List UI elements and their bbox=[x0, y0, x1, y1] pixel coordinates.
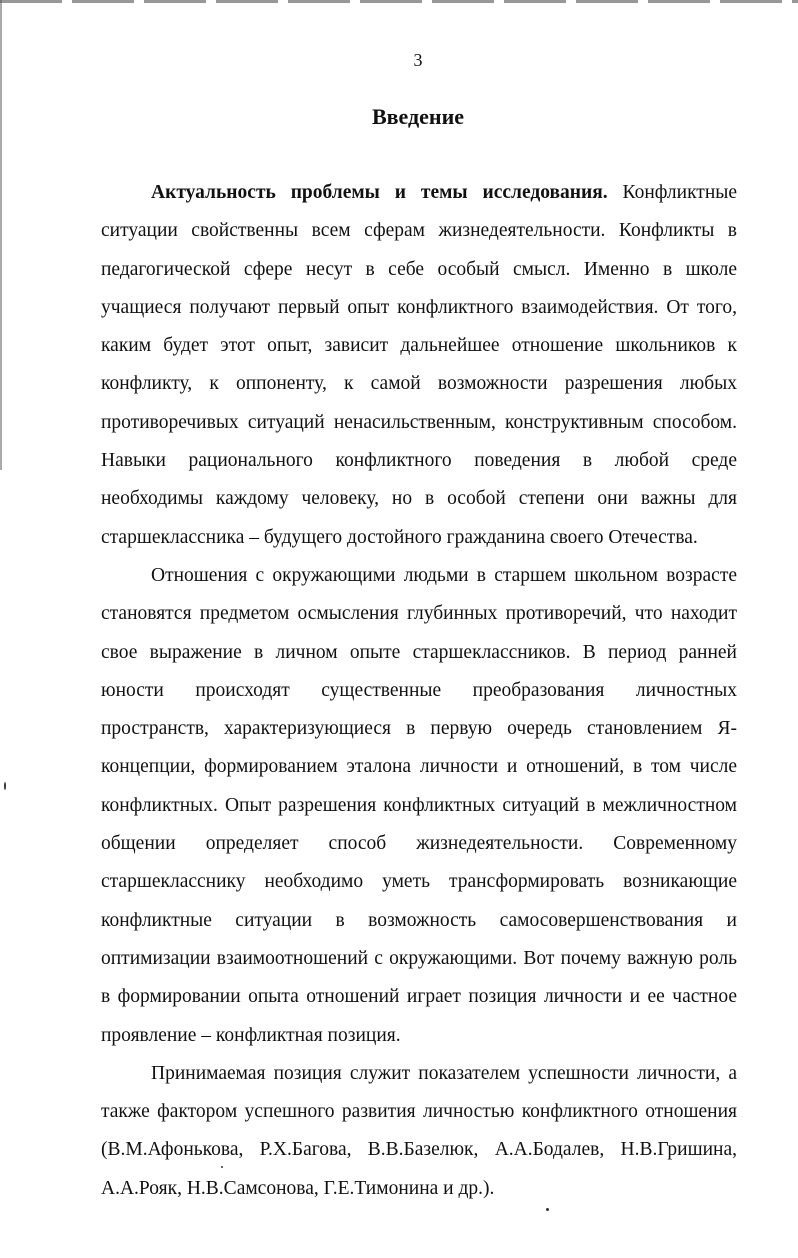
paragraph-relevance bbox=[101, 174, 737, 557]
section-heading: Введение bbox=[371, 104, 465, 129]
scan-speck bbox=[4, 782, 6, 790]
paragraph-lead: Актуальность проблемы и темы исследования. bbox=[151, 182, 608, 203]
scan-edge-top bbox=[0, 0, 798, 3]
paragraph-text: Конфликтные ситуации свойственны всем сферам жизнедеятельности. Конфликты в педагогической сфере несут в себе особый смысл. Именно в школе учащиеся получают первый опыт конфликтного взаимодействия. От того, каким будет этот опыт, зависит дальнейшее отношение школьников к конфликту, к оппоненту, к самой возможности разрешения любых противоречивых ситуаций ненасильственным, конструктивным способом. Навыки рационального конфликтного поведения в любой среде необходимы каждому человеку, но в особой степени они важны для старшеклассника – будущего достойного гражданина своего Отечества. bbox=[101, 182, 738, 548]
scan-speck bbox=[221, 1166, 223, 1168]
page-number: 3 bbox=[413, 50, 423, 70]
scan-speck bbox=[546, 1208, 549, 1211]
paragraph-position: Принимаемая позиция служит показателем успешности личности, а также фактором успешного развития личностью конфликтного отношения (В.М.Афонькова, Р.Х.Багова, В.В.Базелюк, А.А.Бодалев, Н.В.Гришина, А.А.Рояк, Н.В.Самсонова, Г.Е.Тимонина и др.). bbox=[101, 1062, 737, 1199]
paragraph-relations: Отношения с окружающими людьми в старшем школьном возрасте становятся предметом осмысления глубинных противоречий, что находит свое выражение в личном опыте старшеклассников. В период ранней юности происходят существенные преобразования личностных пространств, характеризующиеся в первую очередь становлением Я-концепции, формированием эталона личности и отношений, в том числе конфликтных. Опыт разрешения конфликтных ситуаций в межличностном общении определяет способ жизнедеятельности. Современному старшекласснику необходимо уметь трансформировать возникающие конфликтные ситуации в возможность самосовершенствования и оптимизации взаимоотношений с окружающими. Вот почему важную роль в формировании опыта отношений играет позиция личности и ее частное проявление – конфликтная позиция. bbox=[101, 564, 737, 1046]
body-text bbox=[101, 174, 737, 1208]
